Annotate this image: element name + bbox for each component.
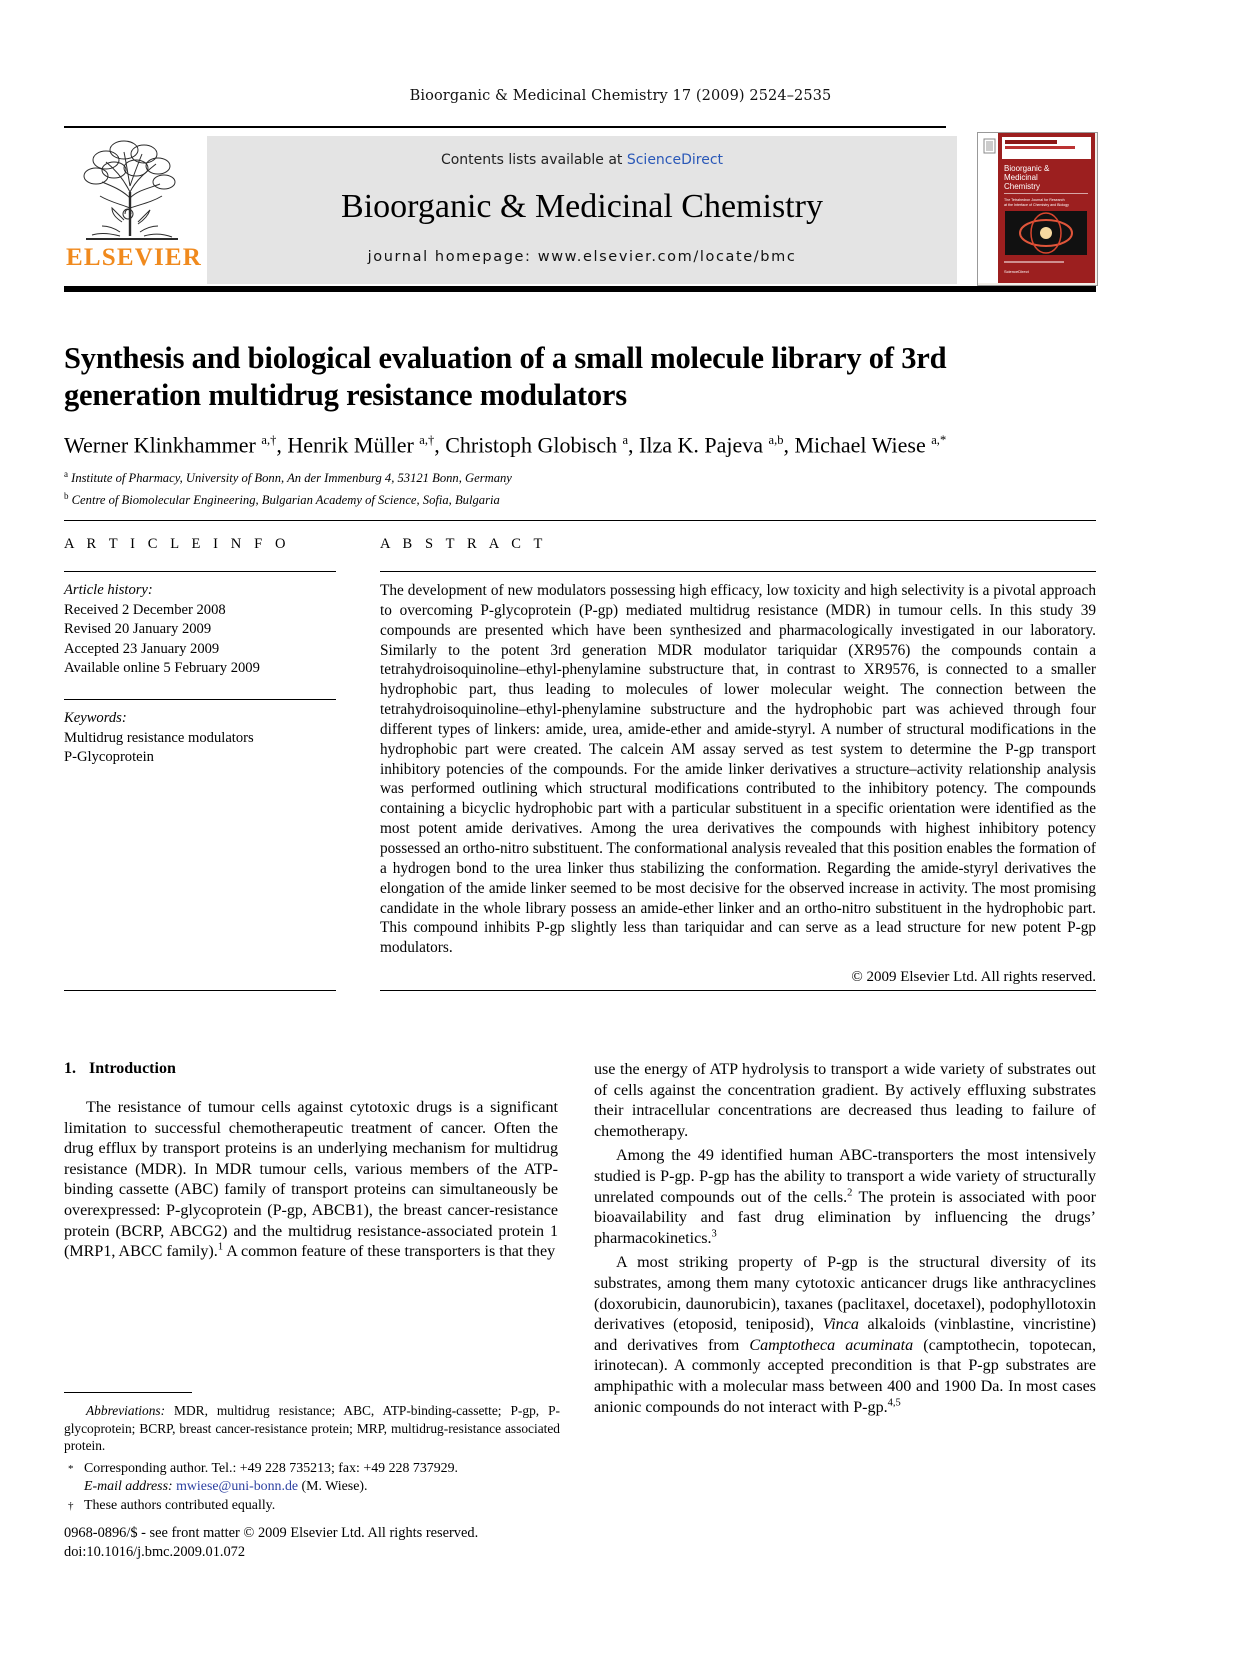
history-received: Received 2 December 2008: [64, 601, 226, 618]
svg-text:at the Interface of Chemistry: at the Interface of Chemistry and Biology: [1004, 203, 1069, 207]
abstract-text: The development of new modulators possessing high efficacy, low toxicity and high selectivity is a pivotal approach to overcoming P-glycoprotein (P-gp) mediated multidrug resistance (MDR) in tumour cells. In this study 39 compounds are presented which have been synthesized and pharmacologically investigated in our laboratory. Similarly to the potent 3rd generation MDR modulator tariquidar (XR9576) the compounds contain a tetrahydroisoquinoline–ethyl-phenylamine substructure that, in contrast to XR9576, is connected to a smaller hydrophobic part, thus leading to molecules of lower molecular weight. The connection between the tetrahydroisoquinoline–ethyl-phenylamine substructure and the hydrophobic part was achieved through four different types of linkers: amide, urea, amide-ether and amide-styryl. A number of structural modifications in the hydrophobic part were created. The calcein AM assay served as test system to determine the P-gp transport inhibitory potencies of the compounds. For the amide linker derivatives a structure–activity relationship analysis was performed outlining which structural modifications contributed to the inhibitory potency. The compounds containing a bicyclic hydrophobic part with a particular substituent in a specific orientation were identified as the most potent amide derivatives. Among the urea derivatives the compounds with highest inhibitory potency possessed an ortho-nitro substituent. The conformational analysis revealed that this position enables the formation of a hydrogen bond to the urea linker thus stabilizing the conformation. Regarding the amide-styryl derivatives the elongation of the amide linker seemed to be most decisive for the observed increase in activity. The most promising candidate in the whole library possess an amide-ether linker and an ortho-nitro substituent in the hydrophobic part. This compound inhibits P-gp slightly less than tariquidar and can serve as a lead structure for new potent P-gp modulators.: [380, 582, 1096, 957]
journal-band: [207, 136, 957, 284]
right-paragraph-2: Among the 49 identified human ABC-transporters the most intensively studied is P-gp. P-gp has the ability to transport a wide variety of structurally unrelated compounds out of the cells.$^2$ The protein is associated with poor bioavailability and fast drug elimination by influencing the drugs’ pharmacokinetics.$^3$: [594, 1147, 1096, 1247]
elsevier-tree-icon: [72, 136, 192, 242]
masthead-bottom-rule: [64, 286, 1096, 292]
keyword-0: Multidrug resistance modulators: [64, 729, 254, 746]
history-revised: Revised 20 January 2009: [64, 621, 212, 638]
footnote-dagger-mark: †: [68, 1499, 74, 1512]
article-history: [64, 581, 336, 679]
keywords-label: Keywords:: [64, 709, 127, 726]
svg-text:The Tetrahedron Journal for Re: The Tetrahedron Journal for Research: [1004, 198, 1065, 202]
page-title: Synthesis and biological evaluation of a small molecule library of 3rd generation multidrug resistance modulators: [64, 341, 947, 412]
right-paragraph-3: A most striking property of P-gp is the structural diversity of its substrates, among them many cytotoxic anticancer drugs like anthracyclines (doxorubicin, daunorubicin), taxanes (paclitaxel, docetaxel), podophyllotoxin derivatives (etoposid, teniposid), Vinca alkaloids (vinblastine, vincristine) and derivatives from Camptotheca acuminata (camptothecin, topotecan, irinotecan). A commonly accepted precondition is that P-gp substrates are amphipathic with a molecular mass between 400 and 1900 Da. In most cases anionic compounds do not interact with P-gp.$^{4,5}$: [594, 1254, 1096, 1416]
abstract-rule: [380, 571, 1096, 572]
sciencedirect-link[interactable]: ScienceDirect: [626, 152, 724, 168]
abstract-heading: A B S T R A C T: [380, 536, 547, 552]
body-right-column: [594, 1060, 1096, 1422]
article-info-section: [64, 536, 336, 768]
issn-front-matter: 0968-0896/$ - see front matter © 2009 Elsevier Ltd. All rights reserved.: [64, 1525, 479, 1541]
footnote-block: [64, 1392, 560, 1516]
section-title: Introduction: [89, 1060, 176, 1077]
affiliation-b: $^b$ Centre of Biomolecular Engineering, Bulgarian Academy of Science, Sofia, Bulgaria: [64, 490, 500, 507]
journal-cover-thumbnail: [977, 132, 1098, 286]
abstract-copyright: © 2009 Elsevier Ltd. All rights reserved.: [851, 969, 1096, 986]
footnote-asterisk-mark: *: [68, 1462, 74, 1475]
section-heading-introduction: [64, 1060, 558, 1078]
article-history-label: Article history:: [64, 582, 153, 598]
history-accepted: Accepted 23 January 2009: [64, 640, 220, 657]
contents-available-line: [207, 152, 957, 168]
body-left-column: [64, 1060, 558, 1267]
info-top-rule: [64, 520, 1096, 521]
email-link[interactable]: mwiese@uni-bonn.de: [176, 1479, 299, 1495]
footnote-equal-contribution: [64, 1497, 560, 1516]
right-paragraph-1: use the energy of ATP hydrolysis to transport a wide variety of substrates out of cells against the concentration gradient. By actively effluxing substrates their intracellular concentrations are decreased thus leading to failure of chemotherapy.: [594, 1061, 1096, 1140]
affiliation-a: $^a$ Institute of Pharmacy, University of Bonn, An der Immenburg 4, 53121 Bonn, Germany: [64, 469, 512, 486]
footnote-email: [64, 1478, 560, 1497]
publisher-footer: [64, 1524, 664, 1562]
journal-homepage-link[interactable]: journal homepage: www.elsevier.com/locate/bmc: [367, 249, 797, 265]
running-head: Bioorganic & Medicinal Chemistry 17 (2009) 2524–2535: [409, 88, 832, 104]
svg-text:Chemistry: Chemistry: [1004, 182, 1041, 191]
email-owner: (M. Wiese).: [301, 1479, 368, 1495]
doi-line: doi:10.1016/j.bmc.2009.01.072: [64, 1544, 246, 1560]
intro-paragraph-1: The resistance of tumour cells against cytotoxic drugs is a significant limitation to successful chemotherapeutic treatment of cancer. Often the drug efflux by transport proteins is an underlying mechanism for multidrug resistance (MDR). In MDR tumour cells, various members of the ATP-binding cassette (ABC) family of transport proteins can simultaneously be overexpressed: P-glycoprotein (P-gp, ABCB1), the breast cancer-resistance protein (BCRP, ABCG2) and the multidrug resistance-associated protein 1 (MRP1, ABCC family).$^1$ A common feature of these transporters is that they: [64, 1099, 558, 1261]
abstract-bottom-rule: [380, 990, 1096, 991]
elsevier-wordmark: ELSEVIER: [66, 244, 203, 271]
keyword-1: P-Glycoprotein: [64, 749, 154, 766]
footnote-corresponding-author: [64, 1460, 560, 1479]
info-rule-1: [64, 571, 336, 572]
footnote-abbreviations: Abbreviations: MDR, multidrug resistance; ABC, ATP-binding-cassette; P-gp, P-glycoprotein; BCRP, breast cancer-resistance protein; MRP, multidrug-resistance associated protein.: [64, 1403, 560, 1454]
footnote-corresponding-text: Corresponding author. Tel.: +49 228 735213; fax: +49 228 737929.: [84, 1460, 459, 1476]
footnote-equal-text: These authors contributed equally.: [84, 1497, 276, 1513]
history-online: Available online 5 February 2009: [64, 660, 260, 677]
contents-prefix: Contents lists available at: [440, 152, 627, 168]
svg-text:Medicinal: Medicinal: [1004, 173, 1038, 182]
author-list: Werner Klinkhammer $^{a,\dagger}$, Henrik Müller $^{a,\dagger}$, Christoph Globisch $^a$, Ilza K. Pajeva $^{a,b}$, Michael Wiese $^{a,*}$: [64, 432, 947, 458]
journal-masthead: [64, 126, 1096, 294]
svg-text:Bioorganic &: Bioorganic &: [1004, 164, 1050, 173]
elsevier-logo: [66, 136, 203, 284]
cover-art-icon: [978, 133, 1095, 283]
article-info-heading: A R T I C L E I N F O: [64, 536, 291, 552]
email-address-label: E-mail address:: [84, 1479, 173, 1495]
keywords-block: [64, 709, 336, 768]
svg-text:ScienceDirect: ScienceDirect: [1004, 269, 1029, 274]
footnote-rule: [64, 1392, 192, 1393]
info-bottom-rule: [64, 990, 336, 991]
section-number: 1.: [64, 1060, 76, 1077]
journal-title: Bioorganic & Medicinal Chemistry: [341, 188, 823, 225]
info-rule-2: [64, 699, 336, 700]
affiliations: [64, 466, 964, 509]
abstract-section: [380, 536, 1096, 986]
masthead-top-rule: [64, 126, 946, 128]
